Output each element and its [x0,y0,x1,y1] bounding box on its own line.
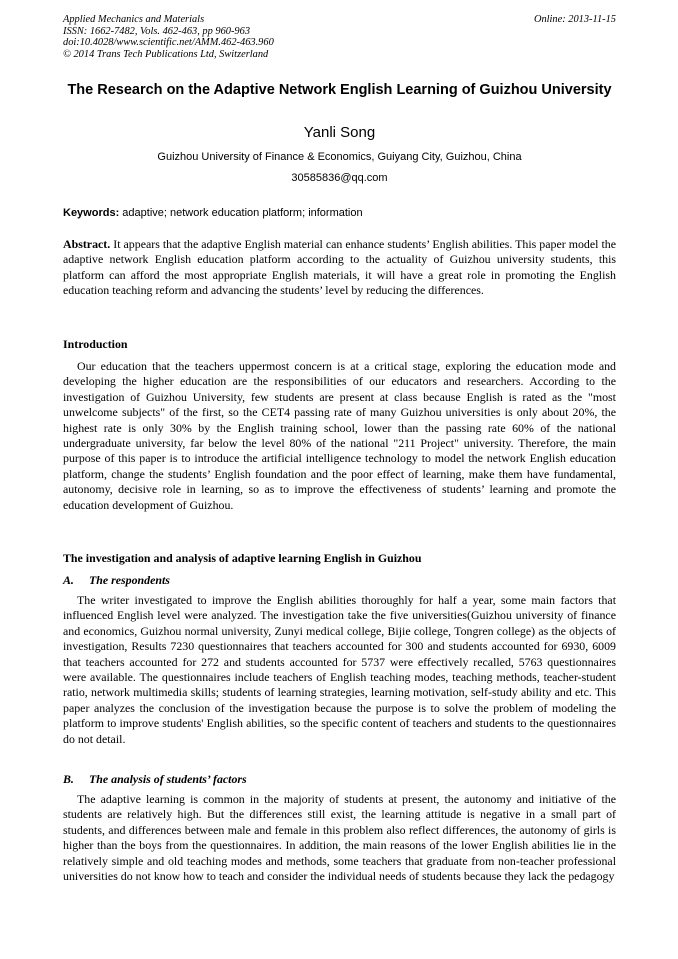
abstract [63,237,616,299]
section-investigation-heading: The investigation and analysis of adaptive learning English in Guizhou [63,551,422,565]
author-email: 30585836@qq.com [291,172,388,184]
author-name: Yanli Song [303,124,376,141]
issn-line: ISSN: 1662-7482, Vols. 462-463, pp 960-963 [63,25,251,37]
doi-line: doi:10.4028/www.scientific.net/AMM.462-463.960 [63,37,274,48]
keywords-label: Keywords: [63,207,120,219]
introduction-text: Our education that the teachers uppermost concern is at a critical stage, exploring the education mode and developing the higher education are the responsibilities of our educators and researchers. According to the investigation of Guizhou University, few students are present at class because English is rated as the "most unwelcome subjects" of the first, so the CET4 passing rate of many Guizhou universities is only about 20%, the highest rate is only 30% by the English training school, lower than the passing rate 60% of the national undergraduate university, far below the level 80% of the national "211 Project" university. Therefore, the main purpose of this paper is to introduce the artificial intelligence technology to model the network English education platform, change the students’ English foundation and the poor effect of learning, make them have fundamental, autonomy, decisive role in learning, so as to improve the effectiveness of students’ learning and promote the education development of Guizhou. [63,359,616,512]
copyright-line: © 2014 Trans Tech Publications Ltd, Switzerland [63,48,269,60]
author-affiliation: Guizhou University of Finance & Economics, Guiyang City, Guizhou, China [157,151,522,163]
subsection-b-heading [63,772,616,787]
journal-name: Applied Mechanics and Materials [63,14,205,25]
paper-title: The Research on the Adaptive Network English Learning of Guizhou University [67,82,612,98]
subsection-a-heading [63,573,616,588]
keywords-text: adaptive; network education platform; information [119,207,363,219]
subsection-a-letter: A. [63,573,74,587]
abstract-label: Abstract. [63,237,111,251]
subsection-b-text: The adaptive learning is common in the majority of students at present, the autonomy and initiative of the students are relatively high. But the differences still exist, the learning attitude is negative in a small part of students, and differences between male and female in this problem also reflect differences, the autonomy of girls is higher than the boys from the questionnaires. In addition, the main reasons of the lower English abilities lie in the relatively simple and old teaching modes and methods, some teachers that graduate from non-teacher professional universities do not know how to teach and consider the individual needs of students because they lack the pedagogy [63,792,616,884]
abstract-text: It appears that the adaptive English material can enhance students’ English abilities. This paper model the adaptive network English education platform according to the actuality of Guizhou university students, this platform can afford the most appropriate English materials, it will have a great role in promoting the English education teaching reform and advancing the students’ level by reducing the differences. [63,237,616,298]
online-date: Online: 2013-11-15 [533,14,616,25]
introduction-heading: Introduction [63,337,128,351]
journal-header [63,14,616,60]
subsection-b-title: The analysis of students’ factors [89,772,247,786]
subsection-a-text: The writer investigated to improve the English abilities thoroughly for half a year, some main factors that influenced English level were analyzed. The investigation take the five universities(Guizhou university of finance and economics, Guizhou normal university, Zunyi medical college, Bijie college, Tongren college) as the objects of investigation, Results 7230 questionnaires that teachers accounted for 300 and students accounted for 6930, 6009 that teachers accounted for 272 and students accounted for 5737 were effectively recalled, 5763 questionnaires were available. The questionnaires include teachers of English teaching modes, teaching methods, teacher-student ratio, network multimedia skills; students of learning strategies, learning motivation, self-study ability and etc. This paper analyzes the conclusion of the investigation because the purpose is to solve the problem of modeling the platform to improve students' English abilities, so the specific content of teachers and students to the questionnaires do not detail. [63,593,616,746]
subsection-a-title: The respondents [89,573,170,587]
subsection-b-letter: B. [63,772,74,786]
keywords [63,206,616,220]
